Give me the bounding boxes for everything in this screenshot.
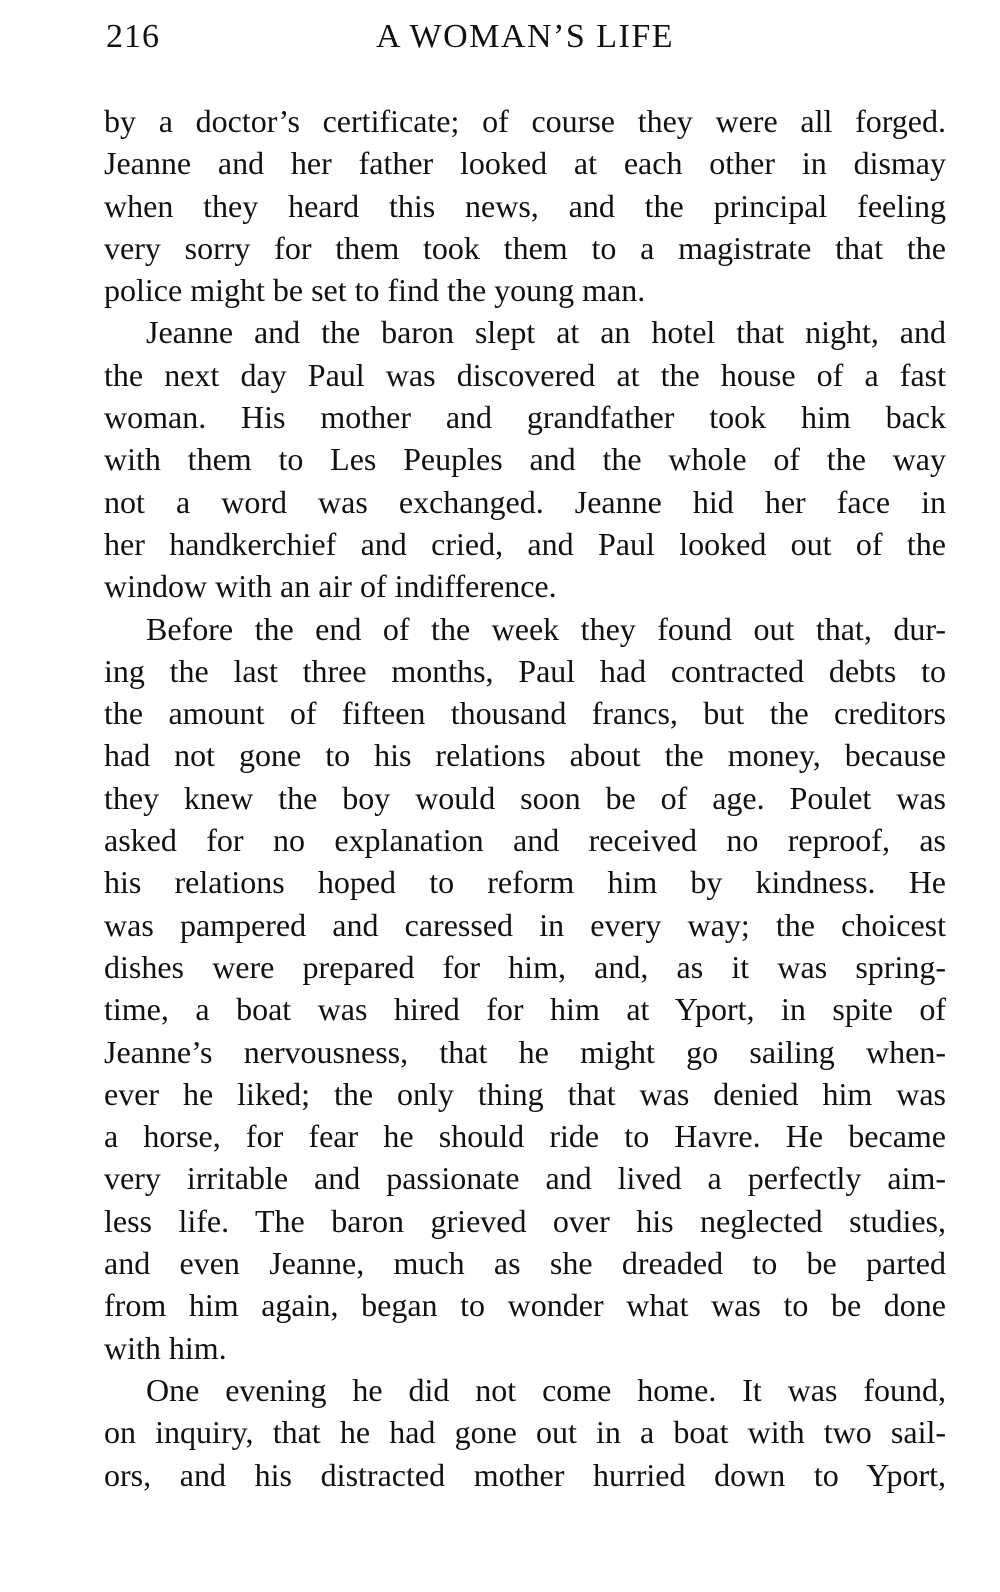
text-line: police might be set to find the young man. (104, 272, 646, 309)
text-line: his relations hoped to reform him by kindness. He (104, 864, 946, 901)
text-line: with him. (104, 1329, 227, 1366)
text-line: the amount of fifteen thousand francs, but the creditors (104, 695, 946, 732)
text-line: had not gone to his relations about the money, because (104, 737, 946, 774)
text-line: Jeanne and the baron slept at an hotel that night, and (146, 314, 946, 351)
text-line: on inquiry, that he had gone out in a boat with two sail- (104, 1414, 946, 1451)
text-line: from him again, began to wonder what was to be done (104, 1287, 946, 1324)
body-text (104, 100, 946, 1496)
text-line: ing the last three months, Paul had contracted debts to (104, 652, 946, 689)
text-line: a horse, for fear he should ride to Havre. He became (104, 1118, 946, 1155)
text-line: Jeanne and her father looked at each other in dismay (104, 145, 946, 182)
running-head (104, 14, 946, 66)
paragraph (104, 608, 946, 1369)
text-line: very sorry for them took them to a magistrate that the (104, 229, 946, 266)
text-line: by a doctor’s certificate; of course they were all forged. (104, 103, 946, 139)
text-line: her handkerchief and cried, and Paul looked out of the (104, 525, 946, 562)
book-page (104, 14, 946, 1496)
text-line: Jeanne’s nervousness, that he might go sailing when- (104, 1033, 946, 1070)
text-line: was pampered and caressed in every way; the choicest (104, 906, 946, 943)
text-line: very irritable and passionate and lived a perfectly aim- (104, 1160, 946, 1197)
paragraph (104, 311, 946, 607)
text-line: window with an air of indifference. (104, 568, 557, 605)
page-number: 216 (106, 18, 160, 55)
text-line: and even Jeanne, much as she dreaded to be parted (104, 1245, 946, 1282)
text-line: ors, and his distracted mother hurried down to Yport, (104, 1456, 946, 1493)
paragraph (104, 1369, 946, 1496)
running-title: A WOMAN’S LIFE (375, 18, 675, 55)
text-line: they knew the boy would soon be of age. Poulet was (104, 779, 946, 816)
text-line: not a word was exchanged. Jeanne hid her face in (104, 483, 946, 520)
text-line: when they heard this news, and the principal feeling (104, 187, 946, 224)
text-line: time, a boat was hired for him at Yport, in spite of (104, 991, 946, 1028)
text-line: asked for no explanation and received no reproof, as (104, 822, 946, 859)
text-line: Before the end of the week they found out that, dur- (146, 610, 946, 647)
text-line: One evening he did not come home. It was found, (146, 1371, 946, 1408)
paragraph (104, 100, 946, 311)
text-line: dishes were prepared for him, and, as it was spring- (104, 948, 946, 985)
text-line: less life. The baron grieved over his neglected studies, (104, 1202, 946, 1239)
text-line: the next day Paul was discovered at the house of a fast (104, 356, 946, 393)
text-line: with them to Les Peuples and the whole of the way (104, 441, 946, 478)
text-line: ever he liked; the only thing that was denied him was (104, 1075, 946, 1112)
text-line: woman. His mother and grandfather took him back (104, 399, 946, 436)
